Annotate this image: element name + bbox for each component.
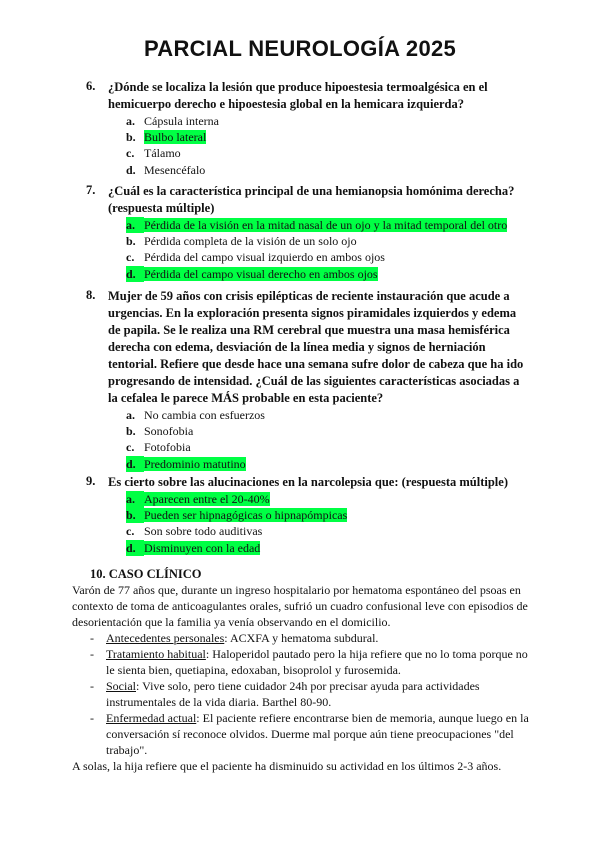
option-d[interactable]	[126, 540, 530, 556]
option-letter: d.	[126, 162, 136, 177]
dash: -	[90, 711, 94, 725]
dash: -	[90, 647, 94, 661]
option-c[interactable]	[126, 249, 530, 265]
option-text: Pérdida del campo visual izquierdo en ambos ojos	[144, 250, 385, 265]
detail-label: Social	[106, 679, 136, 693]
options-list	[126, 491, 530, 556]
option-text-correct: Pérdida de la visión en la mitad nasal de un ojo y la mitad temporal del otro	[144, 218, 508, 232]
option-letter: a.	[126, 491, 144, 507]
option-b[interactable]	[126, 233, 530, 249]
clinical-case	[72, 566, 532, 774]
detail-text: : El paciente refiere encontrarse bien de memoria, aunque luego en la conversación sí reconoce olvidos. Duerme mal porque aún tiene preocupaciones "del trabajo".	[106, 711, 529, 757]
question-number: 9.	[86, 474, 96, 488]
detail-label: Tratamiento habitual	[106, 647, 206, 661]
option-text-correct: Bulbo lateral	[144, 130, 207, 145]
option-d[interactable]	[126, 162, 530, 178]
detail-text: : Haloperidol pautado pero la hija refiere que no lo toma porque no le sienta bien, quetiapina, edoxaban, bisoprolol y furosemida.	[106, 647, 528, 677]
question-9	[86, 474, 530, 556]
question-7	[86, 183, 530, 282]
page-title: PARCIAL NEUROLOGÍA 2025	[143, 36, 457, 61]
option-text: Sonofobia	[144, 424, 194, 439]
option-c[interactable]	[126, 145, 530, 161]
option-letter: d.	[126, 456, 144, 472]
option-text-correct: Disminuyen con la edad	[144, 540, 261, 555]
question-number: 7.	[86, 183, 96, 197]
detail-label: Antecedentes personales	[106, 631, 225, 645]
options-list	[126, 407, 530, 472]
option-a[interactable]	[126, 491, 530, 507]
option-text-correct: Pueden ser hipnagógicas o hipnapómpicas	[144, 508, 348, 523]
option-text-correct: Pérdida del campo visual derecho en ambos ojos	[144, 266, 378, 281]
option-letter: b.	[126, 507, 144, 523]
option-a[interactable]	[126, 113, 530, 129]
option-b[interactable]	[126, 129, 530, 145]
option-b[interactable]	[126, 507, 530, 523]
dash: -	[90, 631, 94, 645]
detail-text: : Vive solo, pero tiene cuidador 24h por precisar ayuda para actividades instrumentales de la vida diaria. Barthel 80-90.	[106, 679, 480, 709]
case-closing: A solas, la hija refiere que el paciente ha disminuido su actividad en los últimos 2-3 años.	[72, 759, 502, 773]
option-letter: d.	[126, 540, 144, 556]
option-letter: c.	[126, 146, 135, 161]
question-8	[86, 288, 530, 472]
option-text-correct: Predominio matutino	[144, 456, 246, 471]
option-letter: c.	[126, 250, 135, 265]
dash: -	[90, 679, 94, 693]
detail-text: : ACXFA y hematoma subdural.	[224, 631, 379, 645]
option-d[interactable]	[126, 266, 530, 282]
option-text: Pérdida completa de la visión de un solo ojo	[144, 234, 357, 249]
option-text: Mesencéfalo	[144, 162, 206, 177]
case-title: 10. CASO CLÍNICO	[90, 567, 202, 581]
question-text: ¿Dónde se localiza la lesión que produce hipoestesia termoalgésica en el hemicuerpo derecho e hipoestesia global en la hemicara izquierda?	[108, 80, 488, 111]
question-text: Es cierto sobre las alucinaciones en la narcolepsia que: (respuesta múltiple)	[108, 475, 508, 489]
option-letter: a.	[126, 114, 135, 128]
question-number: 6.	[86, 79, 96, 93]
option-text: Son sobre todo auditivas	[144, 524, 263, 539]
option-letter: c.	[126, 524, 135, 539]
case-detail-item	[72, 710, 532, 758]
option-c[interactable]	[126, 439, 530, 455]
case-detail-item	[72, 630, 532, 646]
case-detail-item	[72, 678, 532, 710]
option-text-correct: Aparecen entre el 20-40%	[144, 492, 270, 506]
option-letter: b.	[126, 234, 136, 249]
option-letter: a.	[126, 408, 135, 422]
question-number: 8.	[86, 288, 96, 302]
option-c[interactable]	[126, 523, 530, 539]
option-text: Fotofobia	[144, 440, 191, 455]
options-list	[126, 113, 530, 178]
options-list	[126, 217, 530, 282]
detail-label: Enfermedad actual	[106, 711, 197, 725]
question-text: ¿Cuál es la característica principal de una hemianopsia homónima derecha? (respuesta múltiple)	[108, 184, 515, 215]
option-d[interactable]	[126, 456, 530, 472]
case-intro: Varón de 77 años que, durante un ingreso hospitalario por hematoma espontáneo del psoas en contexto de toma de anticoagulantes orales, sufrió un cuadro confusional leve con episodios de desorientación que la familia ya venía observando en el domicilio.	[72, 583, 528, 629]
option-letter: d.	[126, 266, 144, 282]
question-text: Mujer de 59 años con crisis epilépticas de reciente instauración que acude a urgencias. En la exploración presenta signos piramidales izquierdos y edema de papila. Se le realiza una RM cerebral que muestra una masa hemisférica derecha con edema, desviación de la línea media y signos de herniación tentorial. Refiere que desde hace una semana sufre dolor de cabeza que ha ido progresando de intensidad. ¿Cuál de las siguientes características asociadas a la cefalea le parece MÁS probable en esta paciente?	[108, 289, 524, 405]
option-text: No cambia con esfuerzos	[144, 408, 265, 422]
option-a[interactable]	[126, 217, 530, 233]
question-6	[86, 79, 530, 178]
option-b[interactable]	[126, 423, 530, 439]
option-letter: a.	[126, 217, 144, 233]
option-text: Tálamo	[144, 146, 181, 161]
option-letter: b.	[126, 130, 136, 145]
option-letter: c.	[126, 440, 135, 455]
option-a[interactable]	[126, 407, 530, 423]
option-letter: b.	[126, 424, 136, 439]
case-detail-item	[72, 646, 532, 678]
option-text: Cápsula interna	[144, 114, 219, 128]
case-details-list	[72, 630, 532, 758]
